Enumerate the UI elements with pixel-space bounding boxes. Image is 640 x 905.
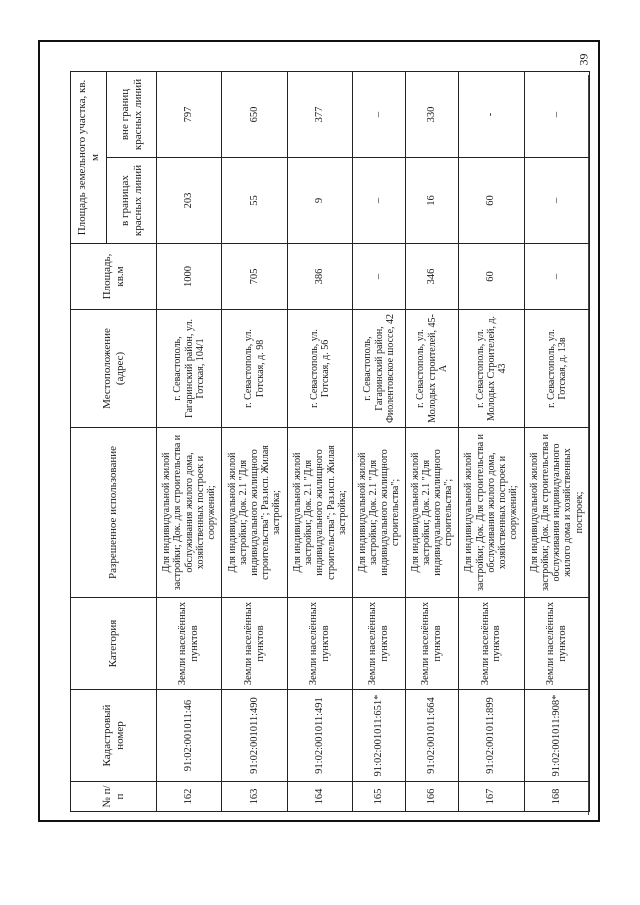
- cadastral-number: 91:02:001011:46: [157, 690, 222, 782]
- area-within-red-lines: 9: [287, 158, 352, 244]
- header-permitted-use: Разрешенное использование: [71, 428, 157, 598]
- row-num: 162: [157, 782, 222, 812]
- row-num: 164: [287, 782, 352, 812]
- category: Земли населённых пунктов: [406, 598, 459, 690]
- area-within-red-lines: 55: [222, 158, 287, 244]
- cadastral-number: 91:02:001011:899: [459, 690, 524, 782]
- row-num: 168: [524, 782, 589, 812]
- area-within-red-lines: 16: [406, 158, 459, 244]
- area-within-red-lines: –: [353, 158, 406, 244]
- location: г. Севастополь, ул. Молодых строителей, 45-А: [406, 310, 459, 428]
- table-row: [287, 71, 352, 811]
- cadastral-number: 91:02:001011:651*: [353, 690, 406, 782]
- row-num: 167: [459, 782, 524, 812]
- area: 1000: [157, 244, 222, 310]
- area: 346: [406, 244, 459, 310]
- permitted-use: Для индивидуальной жилой застройки; Док. 2.1 "Для индивидуального жилищного строительства";: [353, 428, 406, 598]
- table-row: [459, 71, 524, 811]
- area-within-red-lines: 203: [157, 158, 222, 244]
- area: –: [524, 244, 589, 310]
- category: Земли населённых пунктов: [287, 598, 352, 690]
- table-row: [222, 71, 287, 811]
- area: –: [353, 244, 406, 310]
- cadastral-number: 91:02:001011:664: [406, 690, 459, 782]
- header-land-area: Площадь земельного участка, кв. м: [71, 71, 107, 243]
- header-within-red-lines: в границах красных линий: [107, 158, 157, 244]
- area-outside-red-lines: –: [353, 71, 406, 157]
- location: г. Севастополь, Гагаринский район, ул. Готская, 104/1: [157, 310, 222, 428]
- row-num: 166: [406, 782, 459, 812]
- permitted-use: Для индивидуальной жилой застройки; Док. для строительства и обслуживания жилого дома, хозяйственных построек и сооружений;: [157, 428, 222, 598]
- location: г. Севастополь, ул. Готская, д. 13в: [524, 310, 589, 428]
- table-row: [524, 71, 589, 811]
- table-row: [353, 71, 406, 811]
- area: 705: [222, 244, 287, 310]
- permitted-use: Для индивидуальной жилой застройки; Док. 2.1 "Для индивидуального жилищного строительства"; Раз.исп. Жилая застройка;: [287, 428, 352, 598]
- land-plots-table: [70, 71, 590, 812]
- table-row: [406, 71, 459, 811]
- area-outside-red-lines: 377: [287, 71, 352, 157]
- category: Земли населённых пунктов: [222, 598, 287, 690]
- permitted-use: Для индивидуальной жилой застройки; Док. Для строительства и обслуживания жилого дома, хозяйственных построек и сооружений;: [459, 428, 524, 598]
- cadastral-number: 91:02:001011:491: [287, 690, 352, 782]
- location: г. Севастополь, ул. Готская, д. 98: [222, 310, 287, 428]
- header-num: № п/п: [71, 782, 157, 812]
- row-num: 163: [222, 782, 287, 812]
- area: 60: [459, 244, 524, 310]
- permitted-use: Для индивидуальной жилой застройки; Док. 2.1 "Для индивидуального жилищного строительства"; Раз.исп. Жилая застройка;: [222, 428, 287, 598]
- area-within-red-lines: –: [524, 158, 589, 244]
- category: Земли населённых пунктов: [459, 598, 524, 690]
- rotated-table-area: [70, 72, 590, 812]
- page-number: 39: [576, 53, 591, 66]
- area-outside-red-lines: -: [459, 71, 524, 157]
- permitted-use: Для индивидуальной жилой застройки; Док. 2.1 "Для индивидуального жилищного строительства";: [406, 428, 459, 598]
- table-row: [157, 71, 222, 811]
- area-within-red-lines: 60: [459, 158, 524, 244]
- header-area: Площадь, кв.м: [71, 244, 157, 310]
- category: Земли населённых пунктов: [524, 598, 589, 690]
- permitted-use: Для индивидуальной жилой застройки; Док. Для строительства и обслуживания индивидуального жилого дома и хозяйственных построек;: [524, 428, 589, 598]
- area: 386: [287, 244, 352, 310]
- area-outside-red-lines: 650: [222, 71, 287, 157]
- header-category: Категория: [71, 598, 157, 690]
- area-outside-red-lines: 797: [157, 71, 222, 157]
- area-outside-red-lines: –: [524, 71, 589, 157]
- location: г. Севастополь, ул. Молодых Строителей, д. 43: [459, 310, 524, 428]
- cadastral-number: 91:02:001011:908*: [524, 690, 589, 782]
- header-location: Местоположение (адрес): [71, 310, 157, 428]
- location: г. Севастополь, Гагаринский район, Фиолентовское шоссе, 42: [353, 310, 406, 428]
- location: г. Севастополь, ул. Готская, д. 56: [287, 310, 352, 428]
- category: Земли населённых пунктов: [353, 598, 406, 690]
- header-outside-red-lines: вне границ красных линий: [107, 71, 157, 157]
- row-num: 165: [353, 782, 406, 812]
- header-cadastral: Кадастровый номер: [71, 690, 157, 782]
- cadastral-number: 91:02:001011:490: [222, 690, 287, 782]
- category: Земли населённых пунктов: [157, 598, 222, 690]
- area-outside-red-lines: 330: [406, 71, 459, 157]
